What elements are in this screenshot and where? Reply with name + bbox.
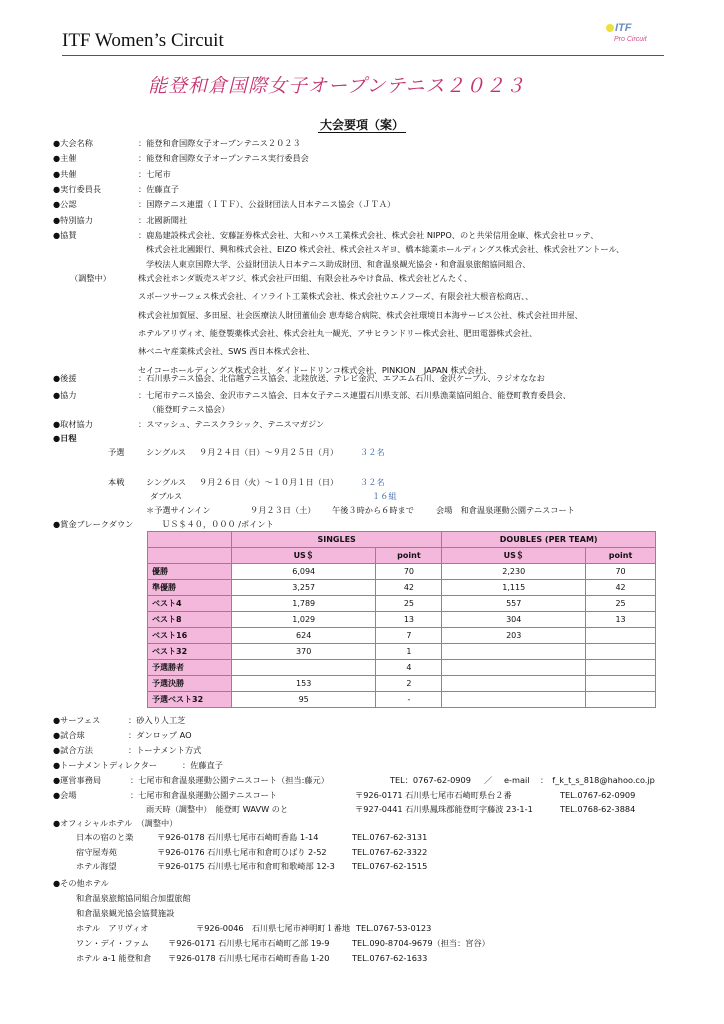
signin-place: 会場 和倉温泉運動公園テニスコート xyxy=(436,505,575,515)
item-value: ：能登和倉国際女子オープンテニス実行委員会 xyxy=(138,153,309,164)
other-hotel-note: 和倉温泉観光協会協賛施設 xyxy=(76,908,175,918)
item-label: ●試合球 xyxy=(53,730,85,740)
item-label: ●トーナメントディレクター xyxy=(53,760,158,770)
header-title: ITF Women’s Circuit xyxy=(62,30,224,51)
prize-cell-d-pt: 42 xyxy=(586,580,656,596)
hotel-tel: TEL.0767-62-1515 xyxy=(352,861,428,871)
prize-cell-s-pt: 42 xyxy=(376,580,442,596)
prize-cell-d-pt xyxy=(586,676,656,692)
prize-row xyxy=(148,692,656,708)
item-value: ：佐藤直子 xyxy=(182,760,223,770)
adjusting-label: （調整中） xyxy=(70,273,111,283)
signin-date: ９月２３日（土） xyxy=(250,505,316,515)
signin-label: ＊予選サインイン xyxy=(146,505,211,515)
hotel-address: 〒926-0175 石川県七尾市和倉町和歌崎部 12-3 xyxy=(157,861,335,871)
schedule-label: ●日程 xyxy=(53,433,77,443)
signin-time: 午後３時から６時まで xyxy=(332,505,414,515)
venue-alt-value: 雨天時（調整中） 能登町 WAVW のと xyxy=(146,804,289,814)
prize-cell-d-usd xyxy=(442,644,586,660)
adjusting-sponsor-line: セイコーホールディングス株式会社、ダイドードリンコ株式会社、PINKION JAPAN 株式会社、 xyxy=(138,364,492,375)
item-value: ：鹿島建設株式会社、安藤証券株式会社、大和ハウス工業株式会社、株式会社 NIPPO、のと共栄信用金庫、株式会社ロッテ、 xyxy=(138,229,599,240)
prize-cell-s-pt: - xyxy=(376,692,442,708)
prize-row-name: 予選勝者 xyxy=(148,660,232,676)
adjusting-sponsor-line: 株式会社加賀屋、多田屋、社会医療法人財団董仙会 恵寿総合病院、株式会社環境日本海サービス公社、株式会社田井屋、 xyxy=(138,309,583,320)
adjusting-sponsor-line: 株式会社ホンダ販売スギフジ、株式会社戸田組、有限会社みやけ食品、株式会社どんたく、 xyxy=(138,273,473,283)
hotel-address: 〒926-0178 石川県七尾市石崎町香島 1-14 xyxy=(157,832,319,842)
other-hotel-address: 〒926-0178 石川県七尾市石崎町香島 1-20 xyxy=(168,953,330,963)
singles-header: SINGLES xyxy=(231,532,441,548)
venue-alt-addr: 〒927-0441 石川県鳳珠郡能登町字藤波 23-1-1 xyxy=(355,804,533,814)
item-label: ●協賛 xyxy=(53,229,77,240)
prize-row xyxy=(148,596,656,612)
itf-pro-circuit-logo xyxy=(604,20,664,48)
prize-cell-d-pt: 13 xyxy=(586,612,656,628)
prize-cell-d-usd xyxy=(442,660,586,676)
other-hotel-name: ホテル a-1 能登和倉 xyxy=(76,953,152,963)
item-label: ●共催 xyxy=(53,168,77,179)
prize-table xyxy=(147,531,656,708)
schedule-qual-draw: ３２名 xyxy=(360,447,385,457)
header-divider xyxy=(62,55,664,56)
prize-cell-d-usd: 557 xyxy=(442,596,586,612)
item-label: ●協力 xyxy=(53,390,77,400)
item-label: ●主催 xyxy=(53,153,77,164)
prize-row xyxy=(148,676,656,692)
prize-cell-s-pt: 25 xyxy=(376,596,442,612)
item-label: ●大会名称 xyxy=(53,138,93,148)
item-value: ：佐藤直子 xyxy=(138,183,179,194)
official-hotel-label: ●オフィシャルホテル （調整中） xyxy=(53,818,178,828)
prize-label: ●賞金ブレークダウン xyxy=(53,519,134,529)
item-value: ：七尾市 xyxy=(138,168,171,179)
singles-point-header: point xyxy=(376,548,442,564)
doubles-usd-header: US＄ xyxy=(442,548,586,564)
other-hotel-tel: TEL.090-8704-9679（担当：宮谷） xyxy=(352,938,490,948)
item-value: ：トーナメント方式 xyxy=(128,745,202,755)
item-label: ●取材協力 xyxy=(53,419,93,429)
other-hotel-address: 〒926-0046 石川県七尾市神明町１番地 xyxy=(196,923,351,933)
tennis-ball-icon xyxy=(604,20,664,48)
schedule-main-date: ９月２６日（火）～１０月１日（日） xyxy=(199,477,339,487)
prize-cell-d-usd xyxy=(442,676,586,692)
kyoryoku-continued: （能登町テニス協会） xyxy=(148,404,230,414)
venue-addr: 〒926-0171 石川県七尾市石崎町県台２番 xyxy=(355,790,512,800)
prize-cell-s-pt: 13 xyxy=(376,612,442,628)
prize-row-name: ベスト4 xyxy=(148,596,232,612)
other-hotel-note: 和倉温泉旅館協同組合加盟旅館 xyxy=(76,893,191,903)
office-email-label: e-mail xyxy=(504,775,530,785)
hotel-address: 〒926-0176 石川県七尾市和倉町ひばり 2-52 xyxy=(157,846,327,857)
item-label: ●サーフェス xyxy=(53,715,101,725)
prize-cell-s-usd: 95 xyxy=(231,692,376,708)
prize-cell-s-pt: 70 xyxy=(376,564,442,580)
venue-alt-tel: TEL.0768-62-3884 xyxy=(560,804,636,814)
schedule-doubles-event: ダブルス xyxy=(150,491,183,501)
prize-cell-s-pt: 1 xyxy=(376,644,442,660)
prize-cell-d-pt: 70 xyxy=(586,564,656,580)
logo-pro-circuit-text: Pro Circuit xyxy=(614,36,647,43)
prize-row-name: ベスト16 xyxy=(148,628,232,644)
adjusting-sponsor-line: スポーツサーフェス株式会社、イソライト工業株式会社、株式会社ウエノフーズ、有限会社大根音松商店、、 xyxy=(138,291,534,302)
prize-row-name: 予選決勝 xyxy=(148,676,232,692)
prize-row-name: 優勝 xyxy=(148,564,232,580)
item-value: ：砂入り人工芝 xyxy=(128,715,186,725)
hotel-name: ホテル海望 xyxy=(76,861,117,871)
schedule-main-label: 本戦 xyxy=(108,477,125,487)
document-subtitle xyxy=(0,116,724,133)
prize-cell-s-usd: 624 xyxy=(231,628,376,644)
adjusting-sponsor-line: ホテルアリヴィオ、能登製薬株式会社、株式会社丸一観光、アサヒランドリー株式会社、肥田電器株式会社、 xyxy=(138,327,538,338)
prize-subheader-row xyxy=(148,548,656,564)
venue-value: ：七尾市和倉温泉運動公園テニスコート xyxy=(130,790,278,800)
prize-header-blank xyxy=(148,532,232,548)
item-label: ●試合方法 xyxy=(53,745,93,755)
other-hotel-label: ●その他ホテル xyxy=(53,878,109,888)
prize-cell-d-pt xyxy=(586,628,656,644)
venue-label: ●会場 xyxy=(53,790,77,800)
schedule-qual-label: 予選 xyxy=(108,447,125,457)
prize-subheader-blank xyxy=(148,548,232,564)
other-hotel-tel: TEL.0767-53-0123 xyxy=(356,923,432,933)
prize-cell-d-usd: 1,115 xyxy=(442,580,586,596)
doubles-point-header: point xyxy=(586,548,656,564)
office-value: ：七尾市和倉温泉運動公園テニスコート（担当:藤元） xyxy=(130,775,329,785)
schedule-main-draw: ３２名 xyxy=(360,477,385,487)
subtitle-text: 大会要項（案） xyxy=(319,118,404,132)
item-value: ：能登和倉国際女子オープンテニス２０２３ xyxy=(138,138,301,148)
prize-cell-s-pt: 4 xyxy=(376,660,442,676)
prize-cell-s-usd: 3,257 xyxy=(231,580,376,596)
hotel-name: 日本の宿のと楽 xyxy=(76,832,134,842)
prize-cell-s-usd: 1,789 xyxy=(231,596,376,612)
prize-cell-s-usd xyxy=(231,660,376,676)
prize-row xyxy=(148,628,656,644)
prize-cell-d-usd xyxy=(442,692,586,708)
prize-row xyxy=(148,580,656,596)
other-hotel-tel: TEL.0767-62-1633 xyxy=(352,953,428,963)
prize-row xyxy=(148,612,656,628)
item-label: ●特別協力 xyxy=(53,214,93,225)
hotel-name: 宿守屋寿苑 xyxy=(76,846,117,857)
prize-row xyxy=(148,644,656,660)
item-value: ：スマッシュ、テニスクラシック、テニスマガジン xyxy=(138,419,325,429)
prize-header-row xyxy=(148,532,656,548)
item-label: ●実行委員長 xyxy=(53,183,102,194)
prize-cell-d-usd: 203 xyxy=(442,628,586,644)
prize-cell-d-pt xyxy=(586,660,656,676)
schedule-doubles-draw: １６組 xyxy=(372,491,397,501)
schedule-qual-event: シングルス xyxy=(146,447,187,457)
prize-cell-d-pt: 25 xyxy=(586,596,656,612)
prize-cell-s-usd: 370 xyxy=(231,644,376,660)
item-value: ：石川県テニス協会、北信越テニス協会、北陸放送、テレビ金沢、エフエム石川、金沢ケーブル、ラジオななお xyxy=(138,373,545,383)
doubles-header: DOUBLES (PER TEAM) xyxy=(442,532,656,548)
prize-row xyxy=(148,660,656,676)
prize-cell-s-pt: 2 xyxy=(376,676,442,692)
prize-cell-d-pt xyxy=(586,644,656,660)
sponsor-line: 学校法人東京国際大学、公益財団法人日本テニス助成財団、和倉温泉観光協会・和倉温泉旅館協同組合、 xyxy=(146,258,531,269)
other-hotel-name: ワン・デイ・ファム xyxy=(76,938,149,948)
hotel-tel: TEL.0767-62-3322 xyxy=(352,846,428,857)
prize-cell-s-pt: 7 xyxy=(376,628,442,644)
prize-row-name: ベスト32 xyxy=(148,644,232,660)
prize-row xyxy=(148,564,656,580)
prize-cell-s-usd: 153 xyxy=(231,676,376,692)
item-label: ●公認 xyxy=(53,199,77,210)
logo-itf-text: ITF xyxy=(615,22,632,34)
prize-cell-s-usd: 1,029 xyxy=(231,612,376,628)
schedule-qual-date: ９月２４日（日）～９月２５日（月） xyxy=(199,447,339,457)
office-slash: ／ xyxy=(484,775,493,785)
prize-amount: ＵＳ＄４０，０００ /ポイント xyxy=(162,519,274,529)
venue-tel: TEL.0767-62-0909 xyxy=(560,790,636,800)
prize-cell-s-usd: 6,094 xyxy=(231,564,376,580)
hotel-tel: TEL.0767-62-3131 xyxy=(352,832,428,842)
office-tel: TEL：0767-62-0909 xyxy=(390,775,471,785)
adjusting-sponsor-line: 林ベニヤ産業株式会社、SWS 西日本株式会社、 xyxy=(138,346,315,357)
other-hotel-address: 〒926-0171 石川県七尾市石崎町乙部 19-9 xyxy=(168,938,330,948)
item-value: ：ダンロップ AO xyxy=(128,730,192,740)
tournament-title: 能登和倉国際女子オープンテニス２０２３ xyxy=(148,75,526,97)
prize-row-name: 予選ベスト32 xyxy=(148,692,232,708)
prize-row-name: 準優勝 xyxy=(148,580,232,596)
prize-cell-d-usd: 2,230 xyxy=(442,564,586,580)
singles-usd-header: US＄ xyxy=(231,548,376,564)
prize-cell-d-usd: 304 xyxy=(442,612,586,628)
sponsor-line: 株式会社北國銀行、興和株式会社、EIZO 株式会社、株式会社スギヨ、橋本総業ホールディングス株式会社、株式会社アントール、 xyxy=(146,244,625,254)
office-email[interactable]: ： f_k_t_s_818@hahoo.co.jp xyxy=(540,775,655,785)
office-label: ●運営事務局 xyxy=(53,775,102,785)
other-hotel-name: ホテル アリヴィオ xyxy=(76,923,149,933)
schedule-main-event: シングルス xyxy=(146,477,187,487)
item-value: ：七尾市テニス協会、金沢市テニス協会、日本女子テニス連盟石川県支部、石川県漁業協同組合、能登町教育委員会、 xyxy=(138,390,571,400)
item-label: ●後援 xyxy=(53,373,77,383)
item-value: ：北國新聞社 xyxy=(138,214,188,225)
item-value: ：国際テニス連盟（ＩＴＦ）、公益財団法人日本テニス協会（ＪＴＡ） xyxy=(138,199,396,210)
prize-row-name: ベスト8 xyxy=(148,612,232,628)
prize-cell-d-pt xyxy=(586,692,656,708)
